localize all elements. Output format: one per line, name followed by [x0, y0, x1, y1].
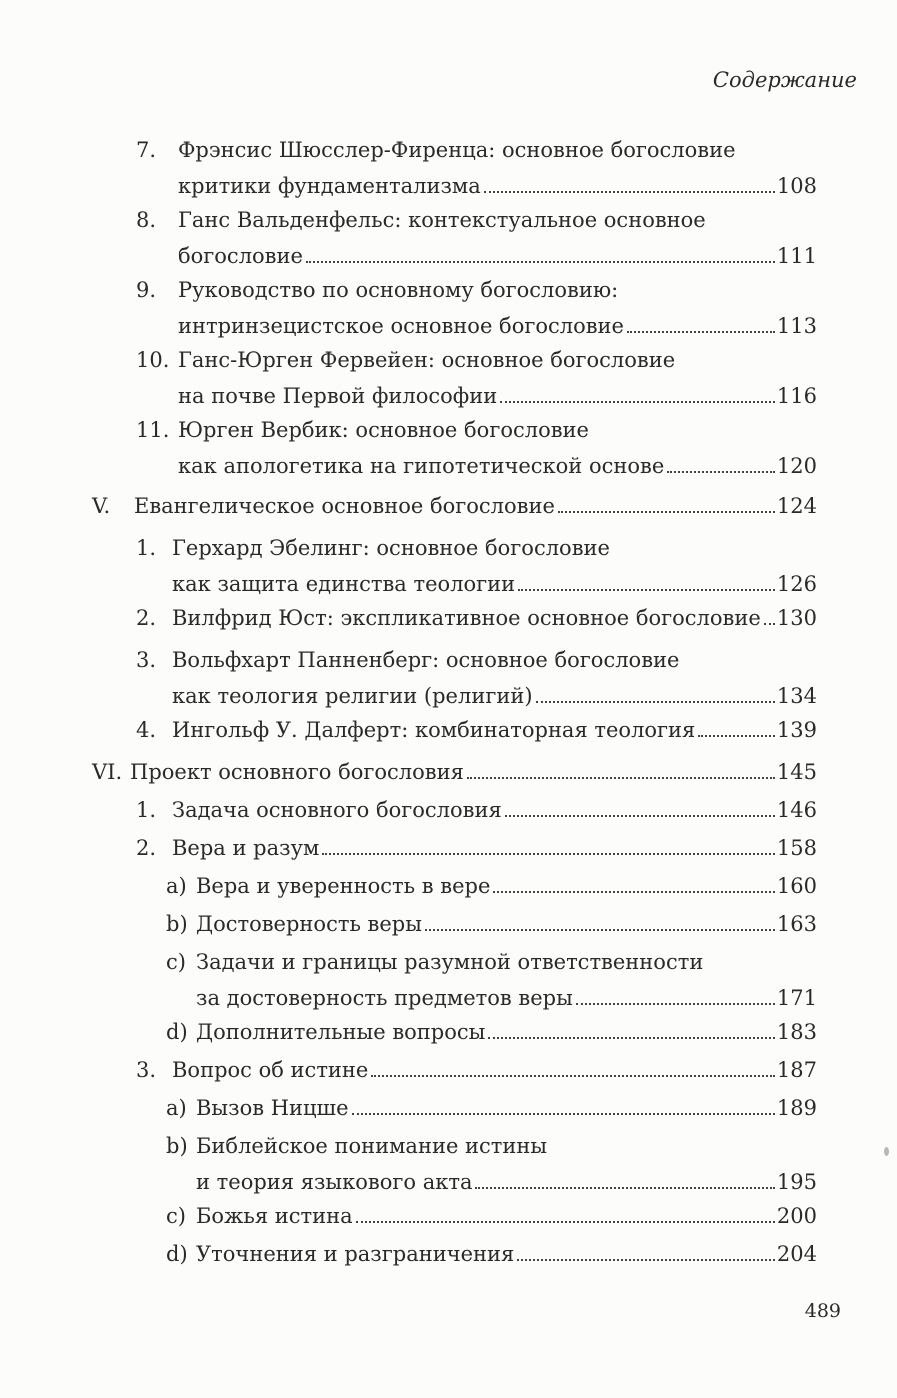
toc-entry-number: 3.: [136, 648, 157, 672]
toc-entry-title-line: и теория языкового акта: [196, 1170, 473, 1194]
toc-entry-last-line: [178, 380, 817, 412]
toc-entry-number: a): [166, 874, 187, 898]
dot-leader: [306, 261, 775, 263]
toc-entry-last-line: [172, 1054, 817, 1086]
toc-entry-number: VI.: [92, 760, 123, 784]
toc-page-number: 204: [776, 1242, 817, 1266]
toc-page-number: 171: [776, 986, 817, 1010]
toc-entry-number: a): [166, 1096, 187, 1120]
page-number: 489: [804, 1300, 841, 1322]
toc-page-number: 134: [776, 684, 817, 708]
toc-entry-title-line: Руководство по основному богословию:: [178, 278, 619, 302]
toc-entry-last-line: [196, 870, 817, 902]
dot-leader: [536, 701, 775, 703]
toc-entry-title-line: Фрэнсис Шюсслер-Фиренца: основное богословие: [178, 138, 736, 162]
toc-entry-title-line: как теология религии (религий): [172, 684, 533, 708]
dot-leader: [425, 929, 775, 931]
toc-page-number: 158: [776, 836, 817, 860]
toc-entry-last-line: [178, 240, 817, 272]
toc-page-number: 145: [776, 760, 817, 784]
toc-entry-last-line: [196, 1200, 817, 1232]
toc-entry-title-line: Ганс-Юрген Фервейен: основное богословие: [178, 348, 676, 372]
toc-entry-number: 3.: [136, 1058, 157, 1082]
dot-leader: [764, 623, 775, 625]
toc-entry-number: d): [166, 1242, 188, 1266]
scan-speck: [884, 1147, 889, 1156]
toc-entry-title-line: Вилфрид Юст: экспликативное основное богословие: [172, 606, 761, 630]
toc-entry-last-line: [196, 1092, 817, 1124]
toc-entry-title-line: как защита единства теологии: [172, 572, 516, 596]
toc-page-number: 130: [776, 606, 817, 630]
running-header: Содержание: [712, 68, 857, 92]
toc-entry-last-line: [178, 310, 817, 342]
toc-page-number: 120: [776, 454, 817, 478]
toc-page-number: 108: [776, 174, 817, 198]
toc-entry-title-line: Евангелическое основное богословие: [134, 494, 555, 518]
dot-leader: [488, 1037, 775, 1039]
dot-leader: [475, 1187, 774, 1189]
toc-entry-title-line: на почве Первой философии: [178, 384, 498, 408]
toc-entry-title-line: Ганс Вальденфельс: контекстуальное основное: [178, 208, 706, 232]
toc-entry-last-line: [172, 794, 817, 826]
toc-entry-number: 10.: [136, 348, 170, 372]
toc-entry-number: 11.: [136, 418, 170, 442]
toc-entry-number: 9.: [136, 278, 157, 302]
toc-page-number: 195: [776, 1170, 817, 1194]
toc-entry-title-line: Уточнения и разграничения: [196, 1242, 515, 1266]
dot-leader: [558, 511, 775, 513]
toc-entry-last-line: [172, 832, 817, 864]
toc-entry-last-line: [196, 1166, 817, 1198]
dot-leader: [356, 1221, 775, 1223]
toc-entry-title-line: Божья истина: [196, 1204, 353, 1228]
dot-leader: [576, 1003, 775, 1005]
dot-leader: [505, 815, 775, 817]
toc-entry-last-line: [172, 602, 817, 634]
toc-page-number: 146: [776, 798, 817, 822]
dot-leader: [467, 777, 775, 779]
toc-entry-title-line: критики фундаментализма: [178, 174, 481, 198]
toc-entry-last-line: [178, 450, 817, 482]
toc-page-number: 163: [776, 912, 817, 936]
toc-entry-number: 2.: [136, 836, 157, 860]
toc-entry-last-line: [196, 1238, 817, 1270]
toc-entry-last-line: [196, 1016, 817, 1048]
toc-page-number: 139: [776, 718, 817, 742]
toc-entry-title-line: как апологетика на гипотетической основе: [178, 454, 665, 478]
toc-page-number: 126: [776, 572, 817, 596]
toc-entry-last-line: [130, 756, 817, 788]
toc-entry-number: 2.: [136, 606, 157, 630]
toc-entry-last-line: [196, 982, 817, 1014]
toc-entry-number: b): [166, 912, 188, 936]
toc-entry-number: 4.: [136, 718, 157, 742]
dot-leader: [627, 331, 775, 333]
toc-entry-title-line: Задача основного богословия: [172, 798, 502, 822]
toc-entry-last-line: [178, 170, 817, 202]
dot-leader: [493, 891, 775, 893]
toc-entry-title-line: Библейское понимание истины: [196, 1134, 548, 1158]
dot-leader: [484, 191, 775, 193]
dot-leader: [517, 1259, 775, 1261]
toc-entry-number: c): [166, 950, 186, 974]
toc-page-number: 113: [776, 314, 817, 338]
dot-leader: [518, 589, 775, 591]
toc-page-number: 116: [776, 384, 817, 408]
dot-leader: [698, 735, 775, 737]
toc-entry-last-line: [172, 680, 817, 712]
toc-entry-number: 1.: [136, 798, 157, 822]
toc-page-number: 189: [776, 1096, 817, 1120]
dot-leader: [500, 401, 775, 403]
toc-entry-title-line: богословие: [178, 244, 303, 268]
toc-entry-title-line: Дополнительные вопросы: [196, 1020, 486, 1044]
toc-entry-number: V.: [92, 494, 111, 518]
toc-entry-title-line: Вера и уверенность в вере: [196, 874, 491, 898]
toc-entry-number: d): [166, 1020, 188, 1044]
dot-leader: [322, 853, 775, 855]
toc-entry-last-line: [172, 714, 817, 746]
toc-page-number: 183: [776, 1020, 817, 1044]
toc-entry-number: c): [166, 1204, 186, 1228]
toc-page-number: 187: [776, 1058, 817, 1082]
toc-page-number: 160: [776, 874, 817, 898]
toc-entry-number: 7.: [136, 138, 157, 162]
toc-page-number: 111: [776, 244, 817, 268]
toc-page-number: 200: [776, 1204, 817, 1228]
toc-entry-title-line: Вопрос об истине: [172, 1058, 369, 1082]
toc-entry-title-line: Проект основного богословия: [130, 760, 464, 784]
toc-entry-title-line: Вызов Ницше: [196, 1096, 349, 1120]
toc-entry-number: 8.: [136, 208, 157, 232]
dot-leader: [352, 1113, 775, 1115]
toc-entry-last-line: [196, 908, 817, 940]
toc-entry-title-line: Юрген Вербик: основное богословие: [178, 418, 589, 442]
toc-entry-title-line: Вера и разум: [172, 836, 320, 860]
toc-entry-number: 1.: [136, 536, 157, 560]
toc-entry-title-line: Вольфхарт Панненберг: основное богословие: [172, 648, 680, 672]
toc-page-number: 124: [776, 494, 817, 518]
toc-entry-last-line: [134, 490, 817, 522]
toc-entry-title-line: Ингольф У. Далферт: комбинаторная теология: [172, 718, 696, 742]
toc-entry-title-line: Задачи и границы разумной ответственности: [196, 950, 704, 974]
toc-entry-title-line: интринзецистское основное богословие: [178, 314, 624, 338]
dot-leader: [667, 471, 775, 473]
toc-entry-last-line: [172, 568, 817, 600]
toc-entry-title-line: Герхард Эбелинг: основное богословие: [172, 536, 610, 560]
toc-entry-title-line: Достоверность веры: [196, 912, 422, 936]
toc-entry-title-line: за достоверность предметов веры: [196, 986, 573, 1010]
toc-entry-number: b): [166, 1134, 188, 1158]
dot-leader: [371, 1075, 775, 1077]
